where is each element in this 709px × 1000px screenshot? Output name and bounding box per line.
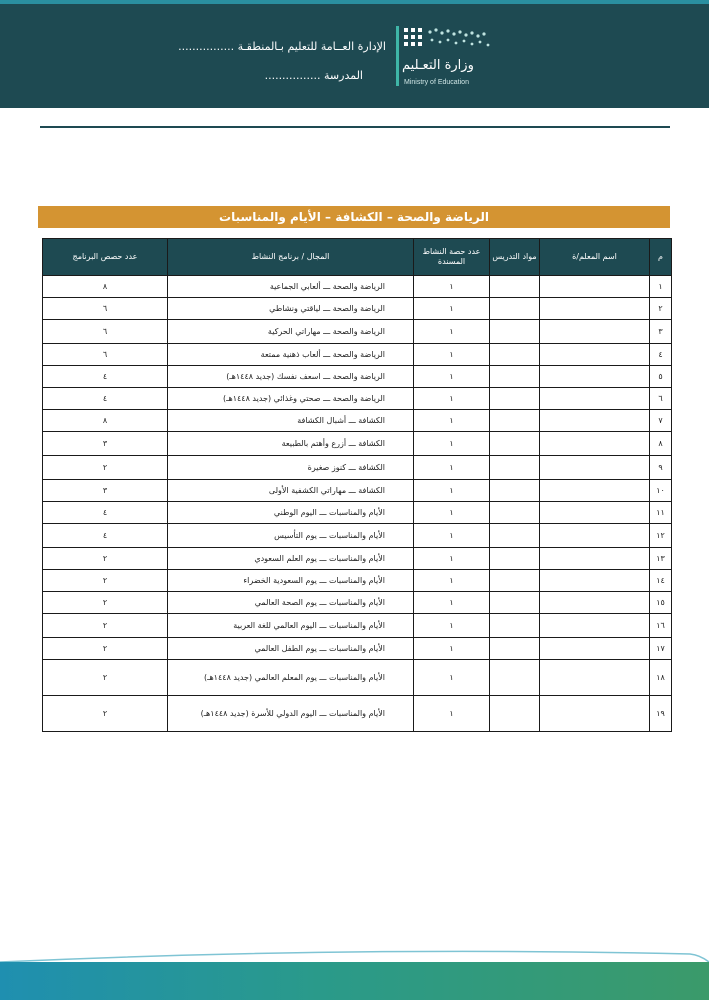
row-teacher[interactable] bbox=[540, 592, 650, 614]
row-subjects[interactable] bbox=[490, 344, 540, 366]
row-subjects[interactable] bbox=[490, 502, 540, 524]
row-teacher[interactable] bbox=[540, 344, 650, 366]
row-period: ١ bbox=[414, 614, 490, 638]
table-row bbox=[43, 456, 672, 480]
row-number: ١٩ bbox=[650, 696, 672, 732]
row-period: ١ bbox=[414, 388, 490, 410]
header-divider bbox=[40, 126, 670, 128]
table-header-row bbox=[43, 239, 672, 276]
row-number: ٧ bbox=[650, 410, 672, 432]
row-period: ١ bbox=[414, 696, 490, 732]
table-row bbox=[43, 638, 672, 660]
row-teacher[interactable] bbox=[540, 388, 650, 410]
row-period: ١ bbox=[414, 524, 490, 548]
row-teacher[interactable] bbox=[540, 456, 650, 480]
row-activity: الرياضة والصحة ـــ اسعف نفسك (جديد ١٤٤٨هـ) bbox=[168, 366, 414, 388]
row-teacher[interactable] bbox=[540, 696, 650, 732]
row-count: ٤ bbox=[43, 502, 168, 524]
row-subjects[interactable] bbox=[490, 696, 540, 732]
logo-bar-icon bbox=[396, 26, 399, 86]
row-period: ١ bbox=[414, 432, 490, 456]
row-activity: الكشافة ـــ مهاراتي الكشفية الأولى bbox=[168, 480, 414, 502]
table-row bbox=[43, 480, 672, 502]
row-count: ٨ bbox=[43, 276, 168, 298]
table-row bbox=[43, 432, 672, 456]
row-activity: الأيام والمناسبات ـــ اليوم الدولي للأسرة (جديد ١٤٤٨هـ) bbox=[168, 696, 414, 732]
row-period: ١ bbox=[414, 456, 490, 480]
row-count: ٤ bbox=[43, 366, 168, 388]
row-teacher[interactable] bbox=[540, 480, 650, 502]
row-count: ٢ bbox=[43, 638, 168, 660]
row-number: ٨ bbox=[650, 432, 672, 456]
row-activity: الأيام والمناسبات ـــ يوم الطفل العالمي bbox=[168, 638, 414, 660]
row-teacher[interactable] bbox=[540, 502, 650, 524]
row-number: ٦ bbox=[650, 388, 672, 410]
row-activity: الأيام والمناسبات ـــ يوم التأسيس bbox=[168, 524, 414, 548]
row-number: ١ bbox=[650, 276, 672, 298]
row-count: ٢ bbox=[43, 592, 168, 614]
row-period: ١ bbox=[414, 548, 490, 570]
row-period: ١ bbox=[414, 480, 490, 502]
row-subjects[interactable] bbox=[490, 388, 540, 410]
row-number: ١٤ bbox=[650, 570, 672, 592]
row-activity: الكشافة ـــ كنوز صغيرة bbox=[168, 456, 414, 480]
row-teacher[interactable] bbox=[540, 524, 650, 548]
row-activity: الأيام والمناسبات ـــ اليوم الوطني bbox=[168, 502, 414, 524]
row-period: ١ bbox=[414, 298, 490, 320]
table-row bbox=[43, 592, 672, 614]
table-row bbox=[43, 410, 672, 432]
row-subjects[interactable] bbox=[490, 276, 540, 298]
row-activity: الرياضة والصحة ـــ مهاراتي الحركية bbox=[168, 320, 414, 344]
school-line: المدرسة ................ bbox=[264, 69, 363, 82]
row-count: ٤ bbox=[43, 524, 168, 548]
row-teacher[interactable] bbox=[540, 410, 650, 432]
table-row bbox=[43, 502, 672, 524]
row-subjects[interactable] bbox=[490, 298, 540, 320]
ministry-logo bbox=[402, 26, 502, 96]
row-teacher[interactable] bbox=[540, 570, 650, 592]
table-row bbox=[43, 696, 672, 732]
row-number: ٥ bbox=[650, 366, 672, 388]
row-period: ١ bbox=[414, 638, 490, 660]
row-teacher[interactable] bbox=[540, 548, 650, 570]
row-subjects[interactable] bbox=[490, 366, 540, 388]
row-number: ١٢ bbox=[650, 524, 672, 548]
row-number: ٣ bbox=[650, 320, 672, 344]
row-count: ٦ bbox=[43, 298, 168, 320]
row-number: ١٠ bbox=[650, 480, 672, 502]
logo-arabic-text: وزارة التعـليم bbox=[402, 58, 474, 73]
row-count: ٢ bbox=[43, 570, 168, 592]
table-row bbox=[43, 524, 672, 548]
admin-region-line: الإدارة العــامة للتعليم بـالمنطقـة ................ bbox=[178, 40, 386, 53]
row-count: ٢ bbox=[43, 696, 168, 732]
row-subjects[interactable] bbox=[490, 592, 540, 614]
row-activity: الرياضة والصحة ـــ صحتي وغذائي (جديد ١٤٤٨هـ) bbox=[168, 388, 414, 410]
row-activity: الأيام والمناسبات ـــ يوم العلم السعودي bbox=[168, 548, 414, 570]
row-number: ١٨ bbox=[650, 660, 672, 696]
row-count: ٢ bbox=[43, 614, 168, 638]
row-subjects[interactable] bbox=[490, 570, 540, 592]
row-teacher[interactable] bbox=[540, 432, 650, 456]
col-period-header: عدد حصة النشاط المسندة bbox=[414, 239, 490, 276]
col-number-header: م bbox=[650, 239, 672, 276]
table-row bbox=[43, 548, 672, 570]
row-number: ٩ bbox=[650, 456, 672, 480]
row-number: ١٥ bbox=[650, 592, 672, 614]
row-period: ١ bbox=[414, 502, 490, 524]
footer-band bbox=[0, 962, 709, 1000]
row-activity: الكشافة ـــ أزرع وأهتم بالطبيعة bbox=[168, 432, 414, 456]
row-subjects[interactable] bbox=[490, 614, 540, 638]
logo-english-text: Ministry of Education bbox=[404, 79, 469, 86]
row-period: ١ bbox=[414, 570, 490, 592]
activity-table bbox=[42, 238, 672, 732]
row-subjects[interactable] bbox=[490, 480, 540, 502]
row-period: ١ bbox=[414, 276, 490, 298]
row-count: ٢ bbox=[43, 660, 168, 696]
row-period: ١ bbox=[414, 366, 490, 388]
row-count: ٣ bbox=[43, 432, 168, 456]
row-activity: الرياضة والصحة ـــ ألعابي الجماعية bbox=[168, 276, 414, 298]
row-subjects[interactable] bbox=[490, 320, 540, 344]
row-number: ١٣ bbox=[650, 548, 672, 570]
table-row bbox=[43, 660, 672, 696]
row-teacher[interactable] bbox=[540, 366, 650, 388]
row-number: ١٧ bbox=[650, 638, 672, 660]
row-teacher[interactable] bbox=[540, 660, 650, 696]
row-activity: الأيام والمناسبات ـــ يوم الصحة العالمي bbox=[168, 592, 414, 614]
row-teacher[interactable] bbox=[540, 298, 650, 320]
page-header bbox=[0, 0, 709, 108]
col-teacher-header: اسم المعلم/ة bbox=[540, 239, 650, 276]
row-teacher[interactable] bbox=[540, 276, 650, 298]
row-number: ١١ bbox=[650, 502, 672, 524]
row-activity: الكشافة ـــ أشبال الكشافة bbox=[168, 410, 414, 432]
table-row bbox=[43, 614, 672, 638]
row-count: ٦ bbox=[43, 344, 168, 366]
row-subjects[interactable] bbox=[490, 548, 540, 570]
table-row bbox=[43, 320, 672, 344]
row-subjects[interactable] bbox=[490, 410, 540, 432]
row-subjects[interactable] bbox=[490, 456, 540, 480]
row-teacher[interactable] bbox=[540, 638, 650, 660]
row-period: ١ bbox=[414, 320, 490, 344]
row-activity: الأيام والمناسبات ـــ يوم السعودية الخضراء bbox=[168, 570, 414, 592]
row-teacher[interactable] bbox=[540, 320, 650, 344]
table-row bbox=[43, 388, 672, 410]
row-subjects[interactable] bbox=[490, 638, 540, 660]
table-row bbox=[43, 276, 672, 298]
row-activity: الأيام والمناسبات ـــ اليوم العالمي للغة العربية bbox=[168, 614, 414, 638]
table-row bbox=[43, 570, 672, 592]
row-subjects[interactable] bbox=[490, 660, 540, 696]
row-period: ١ bbox=[414, 660, 490, 696]
row-count: ٤ bbox=[43, 388, 168, 410]
table-row bbox=[43, 344, 672, 366]
logo-dots-icon bbox=[402, 26, 492, 54]
row-number: ٢ bbox=[650, 298, 672, 320]
row-period: ١ bbox=[414, 344, 490, 366]
col-subjects-header: مواد التدريس bbox=[490, 239, 540, 276]
row-count: ٣ bbox=[43, 480, 168, 502]
row-count: ٢ bbox=[43, 548, 168, 570]
row-number: ١٦ bbox=[650, 614, 672, 638]
row-period: ١ bbox=[414, 592, 490, 614]
col-activity-header: المجال / برنامج النشاط bbox=[168, 239, 414, 276]
row-count: ٦ bbox=[43, 320, 168, 344]
table-row bbox=[43, 298, 672, 320]
row-number: ٤ bbox=[650, 344, 672, 366]
row-count: ٢ bbox=[43, 456, 168, 480]
row-count: ٨ bbox=[43, 410, 168, 432]
row-activity: الرياضة والصحة ـــ ألعاب ذهنية ممتعة bbox=[168, 344, 414, 366]
table-row bbox=[43, 366, 672, 388]
row-subjects[interactable] bbox=[490, 432, 540, 456]
row-activity: الأيام والمناسبات ـــ يوم المعلم العالمي (جديد ١٤٤٨هـ) bbox=[168, 660, 414, 696]
section-title: الرياضة والصحة – الكشافة – الأيام والمناسبات bbox=[38, 206, 670, 228]
row-teacher[interactable] bbox=[540, 614, 650, 638]
col-count-header: عدد حصص البرنامج bbox=[43, 239, 168, 276]
row-activity: الرياضة والصحة ـــ لياقتي ونشاطي bbox=[168, 298, 414, 320]
row-period: ١ bbox=[414, 410, 490, 432]
row-subjects[interactable] bbox=[490, 524, 540, 548]
